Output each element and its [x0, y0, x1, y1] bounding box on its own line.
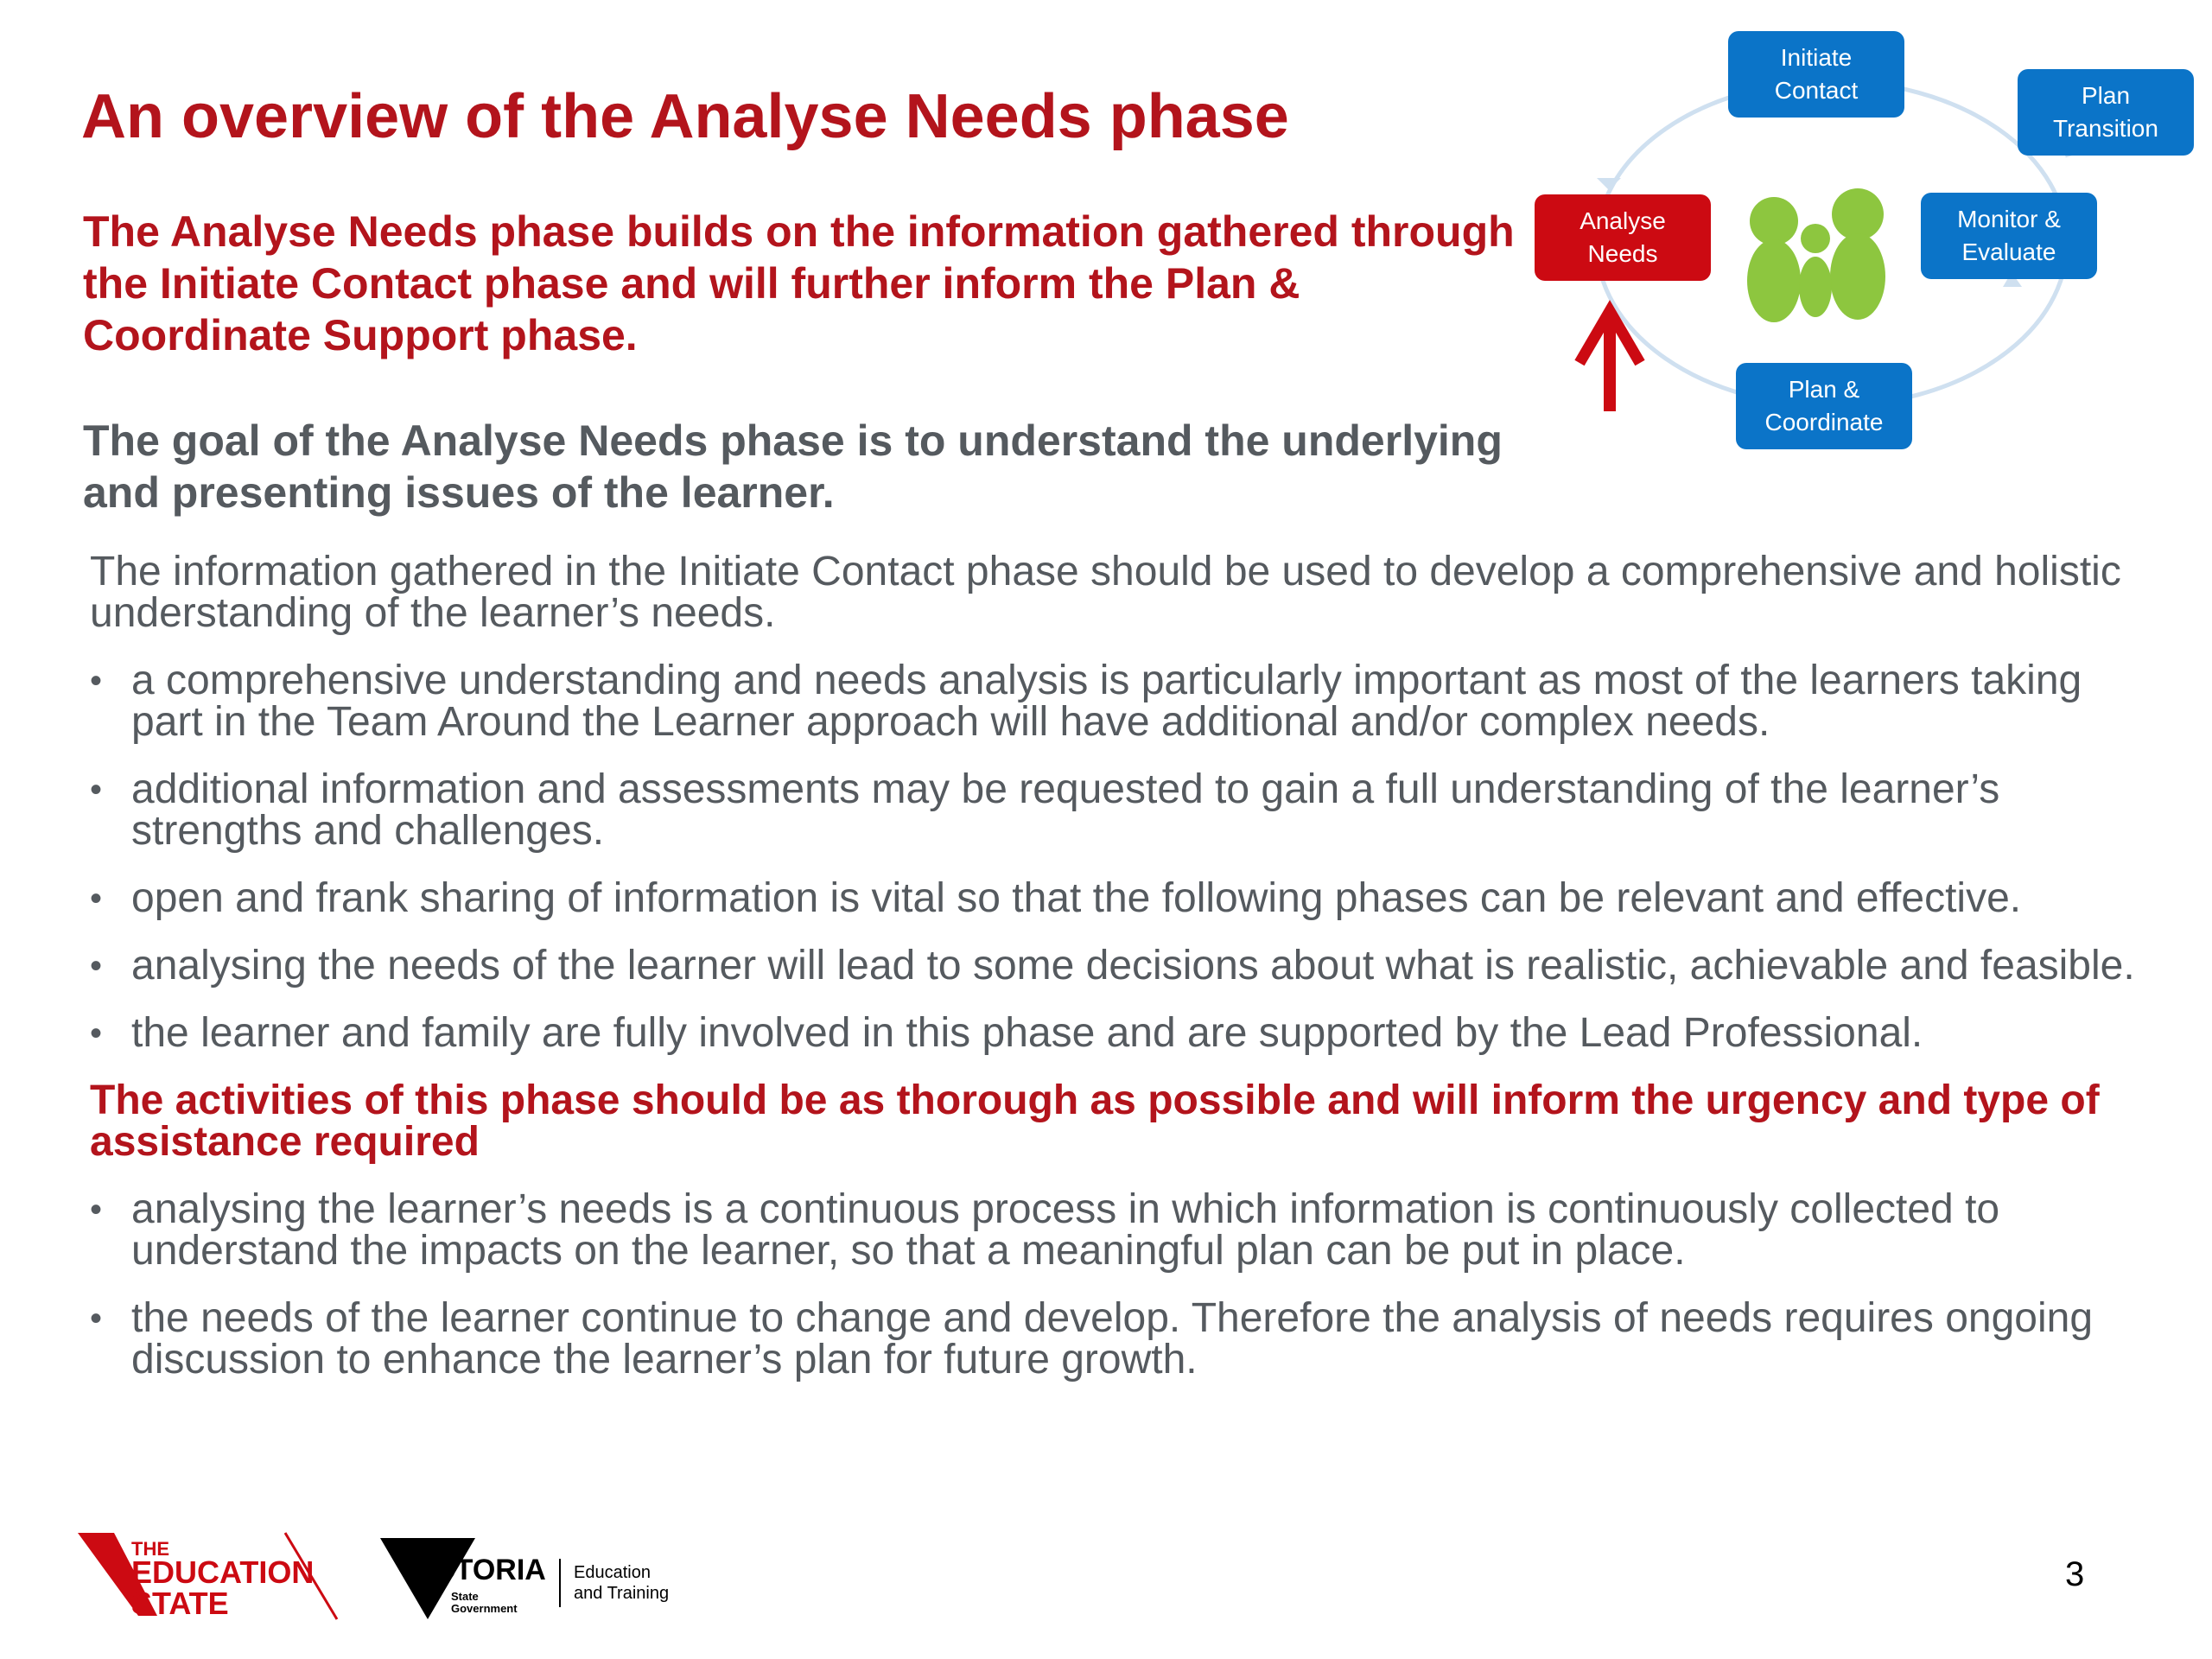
svg-text:THE: THE	[131, 1538, 169, 1560]
bullet-marker: •	[90, 771, 103, 809]
svg-text:Government: Government	[451, 1602, 518, 1615]
bullet-marker: •	[90, 1014, 103, 1052]
slide-body	[90, 551, 2146, 1407]
cycle-arrowhead-top	[1597, 178, 1621, 190]
bullet-list-2	[90, 1186, 2146, 1382]
bullet-list-1	[90, 660, 2146, 1054]
bullet-item: • the needs of the learner continue to change and develop. Therefore the analysis of needs requires ongoing discussion to enhance the learner’s plan for future growth.	[90, 1295, 2094, 1382]
bullet-item: • additional information and assessments may be requested to gain a full understanding of the learner’s strengths and challenges.	[90, 766, 2000, 854]
svg-text:Education: Education	[574, 1563, 651, 1582]
victoria-government-logo	[380, 1528, 691, 1627]
svg-text:EDUCATION: EDUCATION	[131, 1554, 315, 1590]
bullet-marker: •	[90, 880, 103, 918]
svg-text:and Training: and Training	[574, 1584, 670, 1603]
phase-monitor-evaluate: Monitor & Evaluate	[1921, 193, 2097, 279]
phase-initiate-contact: Initiate Contact	[1728, 31, 1904, 118]
phase-plan-transition: Plan Transition	[2018, 69, 2194, 156]
bullet-marker: •	[90, 1300, 103, 1338]
bullet-item: • open and frank sharing of information is vital so that the following phases can be relevant and effective.	[90, 875, 2022, 921]
bullet-item: • analysing the needs of the learner will lead to some decisions about what is realistic, achievable and feasible.	[90, 943, 2135, 988]
phase-cycle-diagram	[1512, 17, 2203, 467]
people-icon	[1747, 188, 1885, 322]
svg-text:State: State	[451, 1590, 479, 1603]
red-arrow-shaft	[1604, 321, 1616, 411]
bullet-marker: •	[90, 662, 103, 700]
body-paragraph: The information gathered in the Initiate Contact phase should be used to develop a comprehensive and holistic understanding of the learner’s needs.	[90, 549, 2121, 636]
education-state-logo	[78, 1529, 354, 1624]
goal-statement: The goal of the Analyse Needs phase is to understand the underlying and presenting issues of the learner.	[83, 416, 1503, 517]
phase-plan-coordinate: Plan & Coordinate	[1736, 363, 1912, 449]
slide-title: An overview of the Analyse Needs phase	[81, 82, 1289, 151]
svg-text:VICTORIA: VICTORIA	[406, 1554, 546, 1586]
intro-statement: The Analyse Needs phase builds on the information gathered through the Initiate Contact phase and will further inform the Plan & Coordinate Support phase.	[83, 207, 1515, 359]
bullet-item: • the learner and family are fully involved in this phase and are supported by the Lead Professional.	[90, 1010, 1923, 1056]
page-number: 3	[2065, 1555, 2085, 1593]
svg-text:STATE: STATE	[131, 1586, 229, 1621]
bullet-marker: •	[90, 947, 103, 985]
phase-analyse-needs: Analyse Needs	[1535, 194, 1711, 281]
bullet-marker: •	[90, 1191, 103, 1229]
emphasis-statement: The activities of this phase should be as thorough as possible and will inform the urgency and type of assistance required	[90, 1077, 2100, 1165]
bullet-item: • a comprehensive understanding and needs analysis is particularly important as most of the learners taking part in the Team Around the Learner approach will have additional and/or complex needs.	[90, 658, 2082, 745]
bullet-item: • analysing the learner’s needs is a continuous process in which information is continuously collected to understand the impacts on the learner, so that a meaningful plan can be put in place.	[90, 1186, 2000, 1274]
